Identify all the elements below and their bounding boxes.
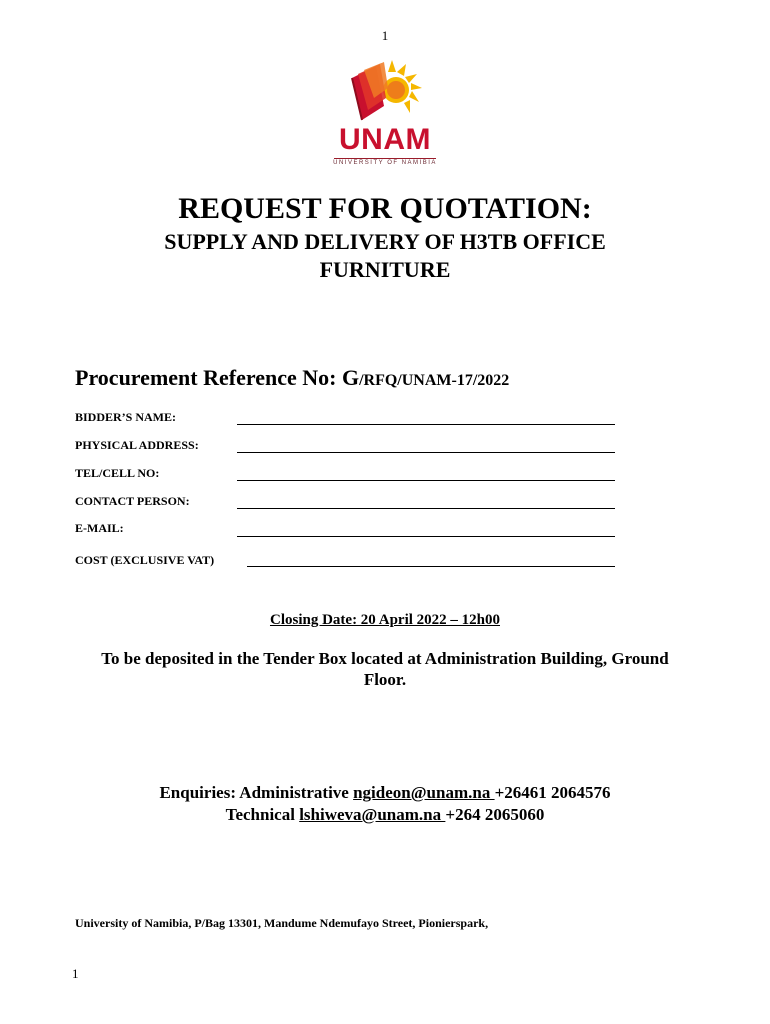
- unam-logo: [0, 58, 770, 168]
- procurement-reference-label: Procurement Reference No: G: [75, 365, 360, 390]
- deposit-instructions: To be deposited in the Tender Box located at Administration Building, Ground Floor.: [101, 649, 669, 689]
- email-label: E-MAIL:: [75, 521, 124, 535]
- page-number-bottom: 1: [72, 966, 79, 981]
- physical-address-field[interactable]: [237, 452, 615, 453]
- cost-field[interactable]: [247, 566, 615, 567]
- logo-divider: [334, 158, 436, 159]
- physical-address-label: PHYSICAL ADDRESS:: [75, 438, 199, 452]
- tel-cell-field[interactable]: [237, 480, 615, 481]
- unam-emblem-icon: [340, 58, 430, 124]
- tech-email-link[interactable]: lshiweva@unam.na: [299, 805, 446, 824]
- contact-person-field[interactable]: [237, 508, 615, 509]
- closing-date-text: Closing Date: 20 April 2022 – 12h00: [269, 612, 500, 628]
- admin-email-link[interactable]: ngideon@unam.na: [353, 783, 495, 802]
- enquiries-technical: [0, 805, 770, 825]
- logo-wordmark: UNAM: [339, 123, 431, 156]
- procurement-reference: [75, 365, 509, 391]
- tel-cell-label: TEL/CELL NO:: [75, 466, 160, 480]
- enquiries-tech-label: Technical: [225, 805, 300, 824]
- enquiries-admin-label: Enquiries: Administrative: [159, 783, 354, 802]
- tech-phone: +264 2065060: [445, 805, 545, 824]
- bidders-name-label: BIDDER’S NAME:: [75, 410, 177, 424]
- contact-person-label: CONTACT PERSON:: [75, 494, 190, 508]
- footer-address: University of Namibia, P/Bag 13301, Mandume Ndemufayo Street, Pionierspark,: [75, 916, 489, 930]
- cost-label: COST (EXCLUSIVE VAT): [75, 553, 215, 567]
- logo-subtitle: UNIVERSITY OF NAMIBIA: [333, 160, 437, 166]
- enquiries-administrative: [0, 783, 770, 803]
- email-field[interactable]: [237, 536, 615, 537]
- closing-date: [0, 612, 770, 629]
- page-number-top: 1: [381, 28, 389, 43]
- document-title: REQUEST FOR QUOTATION:: [178, 192, 592, 225]
- procurement-reference-number: /RFQ/UNAM-17/2022: [359, 372, 510, 389]
- document-subtitle: SUPPLY AND DELIVERY OF H3TB OFFICE FURNITURE: [164, 229, 606, 282]
- bidders-name-field[interactable]: [237, 424, 615, 425]
- admin-phone: +26461 2064576: [494, 783, 611, 802]
